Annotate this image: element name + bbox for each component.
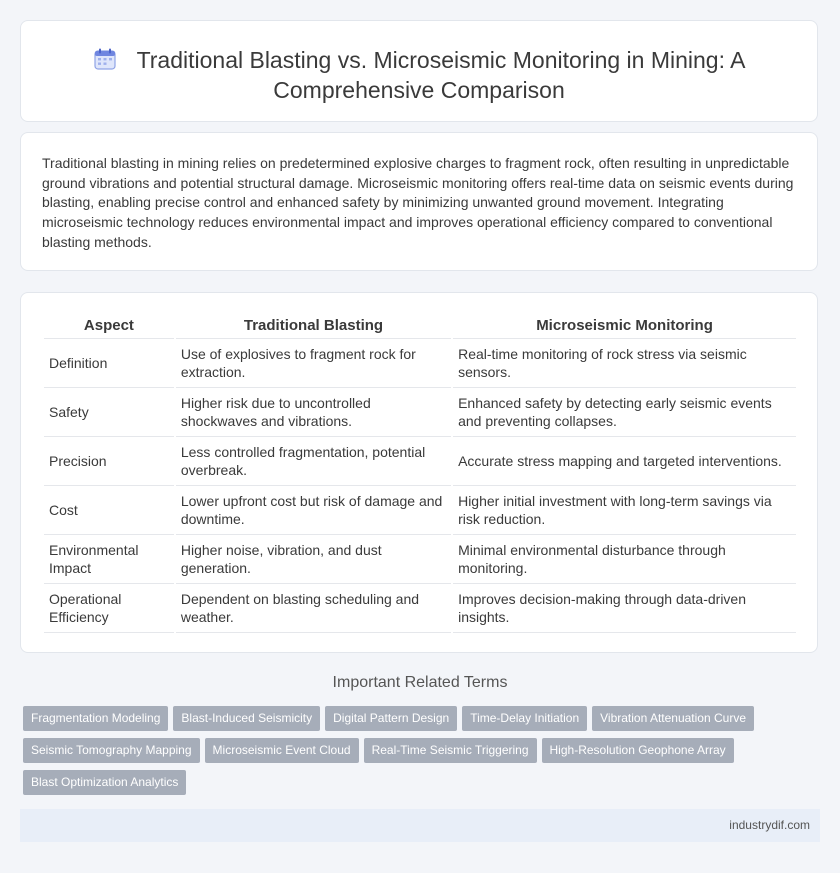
related-term-tag[interactable]: Microseismic Event Cloud [205,738,359,763]
related-terms-list [23,706,813,802]
table-row [44,535,796,584]
header-card [20,20,818,122]
related-term-tag[interactable]: Digital Pattern Design [325,706,457,731]
traditional-cell: Higher noise, vibration, and dust generation. [176,535,451,584]
aspect-cell: Environmental Impact [44,535,174,584]
column-header: Microseismic Monitoring [453,314,796,339]
intro-paragraph: Traditional blasting in mining relies on predetermined explosive charges to fragment rock, often resulting in unpredictable ground vibrations and potential structural damage. Microseismic monitoring offers real-time data on seismic events during blasting, enabling precise control and enhanced safety by minimizing unwanted ground movement. Integrating microseismic technology reduces environmental impact and improves operational efficiency compared to conventional blasting methods. [42,155,794,250]
traditional-cell: Dependent on blasting scheduling and weather. [176,584,451,633]
table-row [44,486,796,535]
table-header-row [44,314,796,339]
traditional-cell: Lower upfront cost but risk of damage and downtime. [176,486,451,535]
comparison-table-card [20,292,818,653]
comparison-table [42,314,798,633]
microseismic-cell: Higher initial investment with long-term savings via risk reduction. [453,486,796,535]
related-term-tag[interactable]: Vibration Attenuation Curve [592,706,754,731]
page-title [21,45,817,105]
related-terms-title: Important Related Terms [332,674,508,691]
microseismic-cell: Enhanced safety by detecting early seismic events and preventing collapses. [453,388,796,437]
microseismic-cell: Real-time monitoring of rock stress via seismic sensors. [453,339,796,388]
table-row [44,388,796,437]
intro-card [20,132,818,271]
related-term-tag[interactable]: Seismic Tomography Mapping [23,738,200,763]
footer [20,809,820,842]
traditional-cell: Use of explosives to fragment rock for extraction. [176,339,451,388]
microseismic-cell: Improves decision-making through data-driven insights. [453,584,796,633]
related-term-tag[interactable]: Blast Optimization Analytics [23,770,186,795]
table-row [44,584,796,633]
related-term-tag[interactable]: Blast-Induced Seismicity [173,706,320,731]
related-term-tag[interactable]: Time-Delay Initiation [462,706,587,731]
page-title-text: Traditional Blasting vs. Microseismic Monitoring in Mining: A Comprehensive Comparison [136,47,746,103]
related-term-tag[interactable]: High-Resolution Geophone Array [542,738,734,763]
table-row [44,339,796,388]
traditional-cell: Higher risk due to uncontrolled shockwaves and vibrations. [176,388,451,437]
calendar-icon [93,47,117,71]
column-header: Traditional Blasting [176,314,451,339]
column-header: Aspect [44,314,174,339]
aspect-cell: Definition [44,339,174,388]
microseismic-cell: Minimal environmental disturbance through monitoring. [453,535,796,584]
aspect-cell: Cost [44,486,174,535]
traditional-cell: Less controlled fragmentation, potential overbreak. [176,437,451,486]
aspect-cell: Precision [44,437,174,486]
footer-site-link[interactable]: industrydif.com [729,818,810,832]
aspect-cell: Safety [44,388,174,437]
related-term-tag[interactable]: Fragmentation Modeling [23,706,168,731]
microseismic-cell: Accurate stress mapping and targeted interventions. [453,437,796,486]
aspect-cell: Operational Efficiency [44,584,174,633]
related-term-tag[interactable]: Real-Time Seismic Triggering [364,738,537,763]
table-row [44,437,796,486]
